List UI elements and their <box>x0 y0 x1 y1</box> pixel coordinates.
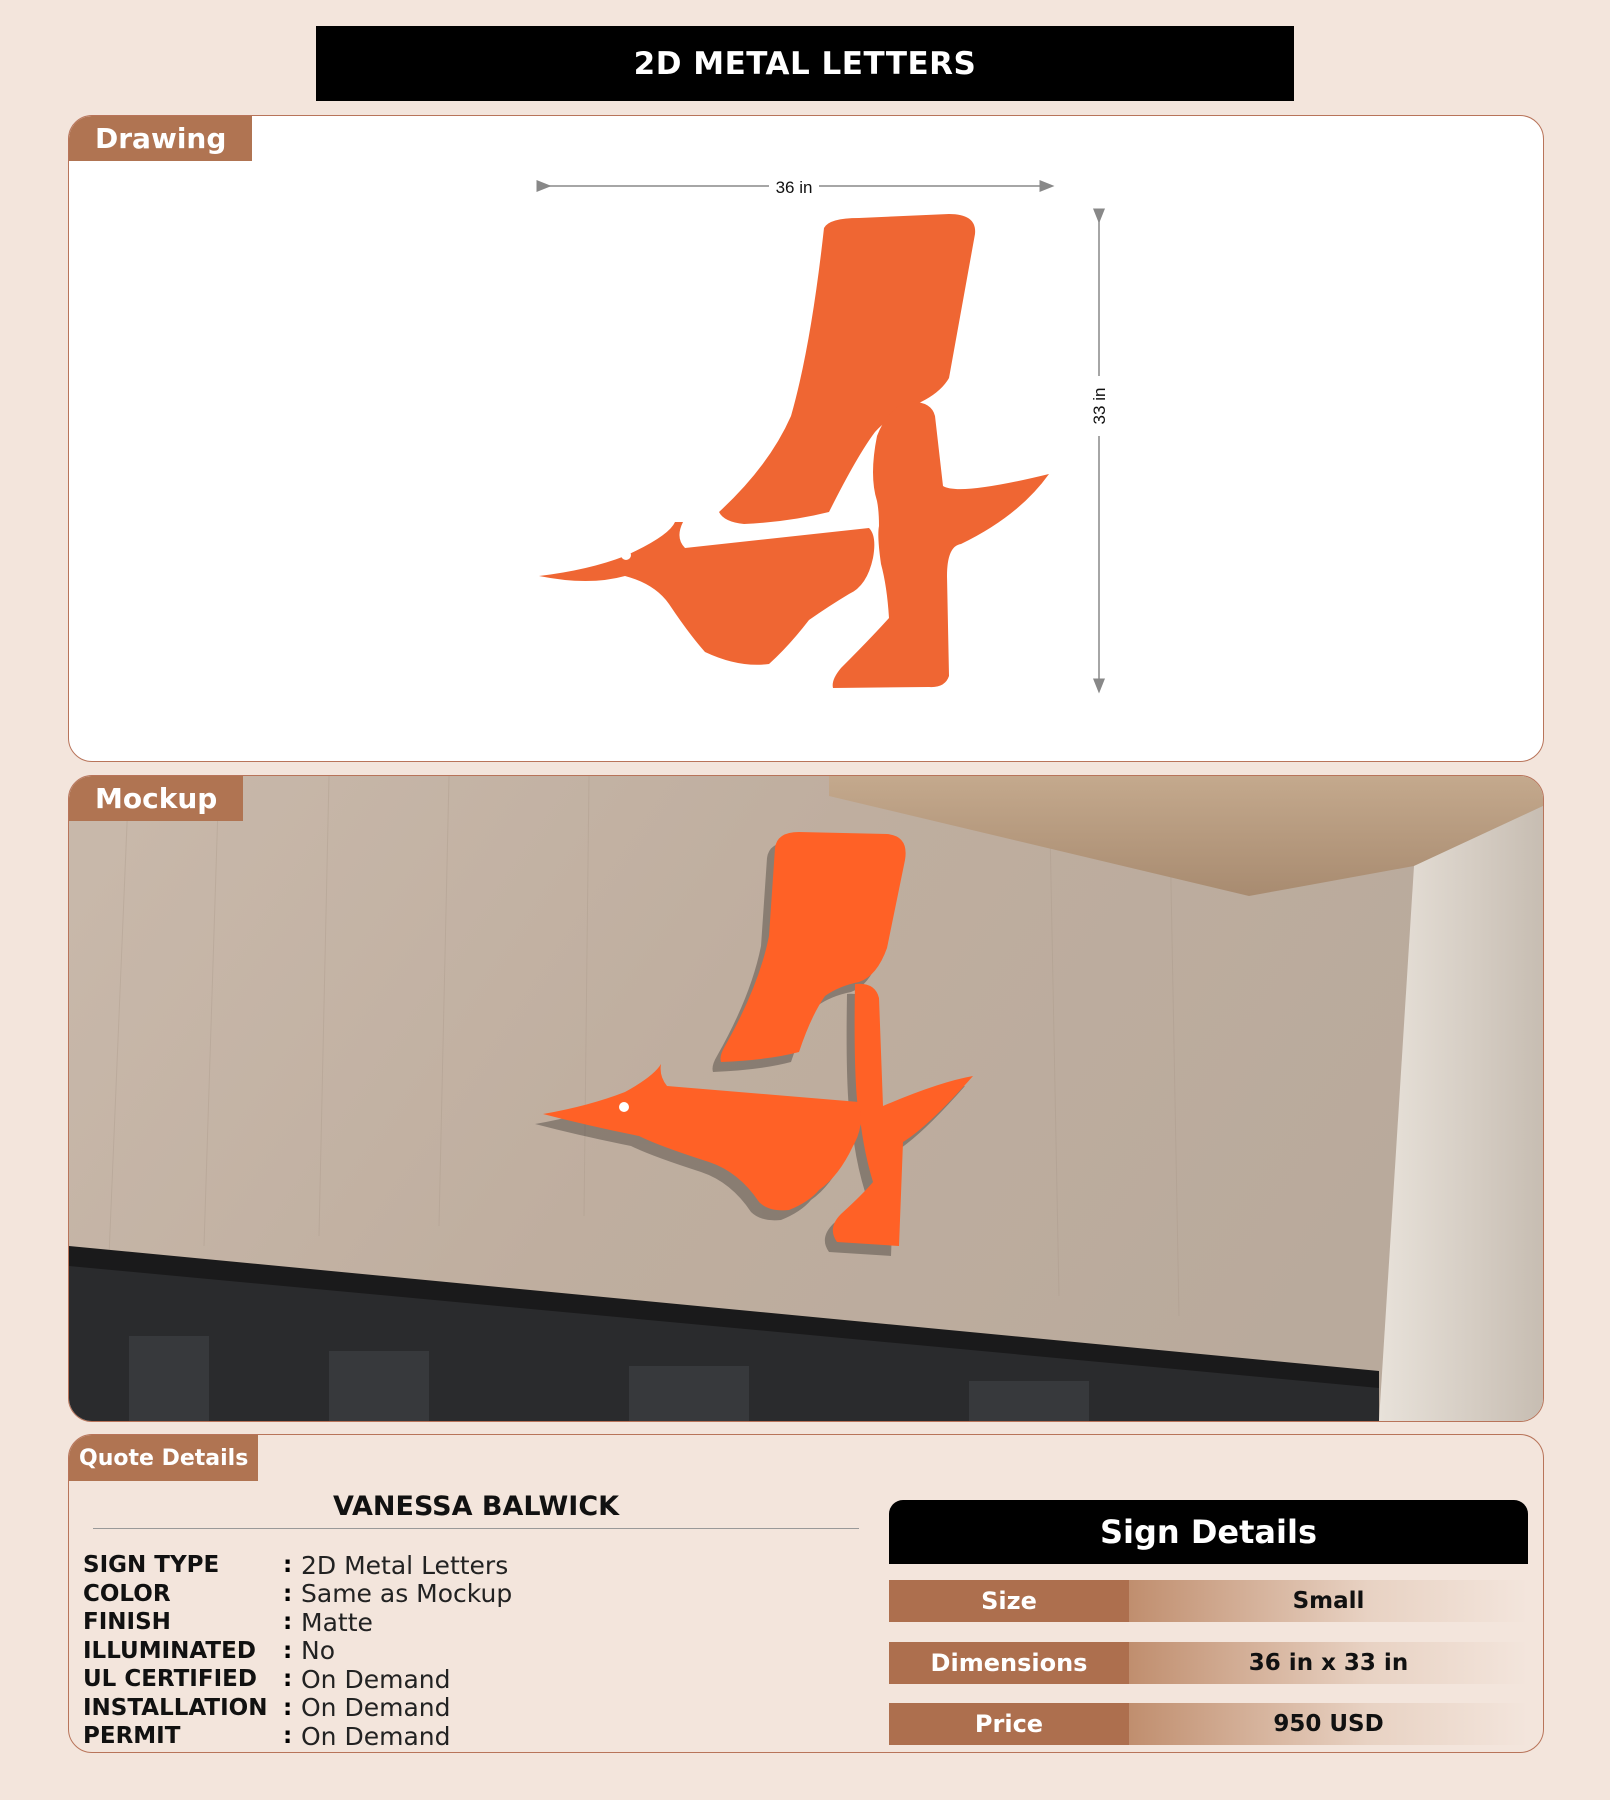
spec-value: On Demand <box>301 1664 451 1694</box>
drawing-canvas <box>69 116 1543 761</box>
sign-details-title: Sign Details <box>889 1500 1528 1564</box>
spec-key: PERMIT <box>83 1723 181 1750</box>
quote-tab: Quote Details <box>69 1435 258 1481</box>
drawing-panel <box>68 115 1544 762</box>
spec-row-color: COLOR : Same as Mockup <box>83 1579 513 1609</box>
spec-key: COLOR <box>83 1580 171 1607</box>
bird-eye-drawing <box>621 550 631 560</box>
sign-detail-label: Size <box>889 1580 1129 1622</box>
spec-key: FINISH <box>83 1609 171 1636</box>
spec-row-ul-certified: UL CERTIFIED : On Demand <box>83 1664 451 1694</box>
height-dimension-label: 33 in <box>1090 387 1109 425</box>
spec-key: UL CERTIFIED <box>83 1666 257 1693</box>
mockup-photo <box>69 776 1543 1421</box>
drawing-tab: Drawing <box>69 116 252 161</box>
roadrunner-logo-drawing <box>539 214 1049 688</box>
sign-detail-row-price <box>889 1703 1528 1745</box>
spec-row-permit: PERMIT : On Demand <box>83 1721 451 1751</box>
spec-row-finish: FINISH : Matte <box>83 1607 373 1637</box>
sign-detail-label: Dimensions <box>889 1642 1129 1684</box>
spec-value: On Demand <box>301 1693 451 1723</box>
width-dimension-label: 36 in <box>775 178 813 197</box>
spec-value: No <box>301 1636 335 1666</box>
quote-panel <box>68 1434 1544 1753</box>
bird-eye-mockup <box>619 1102 629 1112</box>
spec-value: 2D Metal Letters <box>301 1550 509 1580</box>
spec-row-illuminated: ILLUMINATED : No <box>83 1636 335 1666</box>
spec-row-installation: INSTALLATION : On Demand <box>83 1693 451 1723</box>
sign-detail-value: 36 in x 33 in <box>1129 1642 1528 1684</box>
sign-detail-value: 950 USD <box>1129 1703 1528 1745</box>
spec-value: On Demand <box>301 1721 451 1751</box>
customer-name: VANESSA BALWICK <box>93 1491 859 1529</box>
spec-row-sign-type: SIGN TYPE : 2D Metal Letters <box>83 1550 509 1580</box>
spec-key: INSTALLATION <box>83 1694 268 1721</box>
spec-value: Same as Mockup <box>301 1579 513 1609</box>
sign-detail-label: Price <box>889 1703 1129 1745</box>
spec-value: Matte <box>301 1607 373 1637</box>
mockup-tab: Mockup <box>69 776 243 821</box>
spec-key: ILLUMINATED <box>83 1637 256 1664</box>
spec-key: SIGN TYPE <box>83 1552 220 1579</box>
page-title: 2D METAL LETTERS <box>316 26 1294 101</box>
sign-detail-row-dimensions <box>889 1642 1528 1684</box>
mockup-panel <box>68 775 1544 1422</box>
sign-detail-row-size <box>889 1580 1528 1622</box>
spec-list <box>83 1551 512 1751</box>
sign-detail-value: Small <box>1129 1580 1528 1622</box>
